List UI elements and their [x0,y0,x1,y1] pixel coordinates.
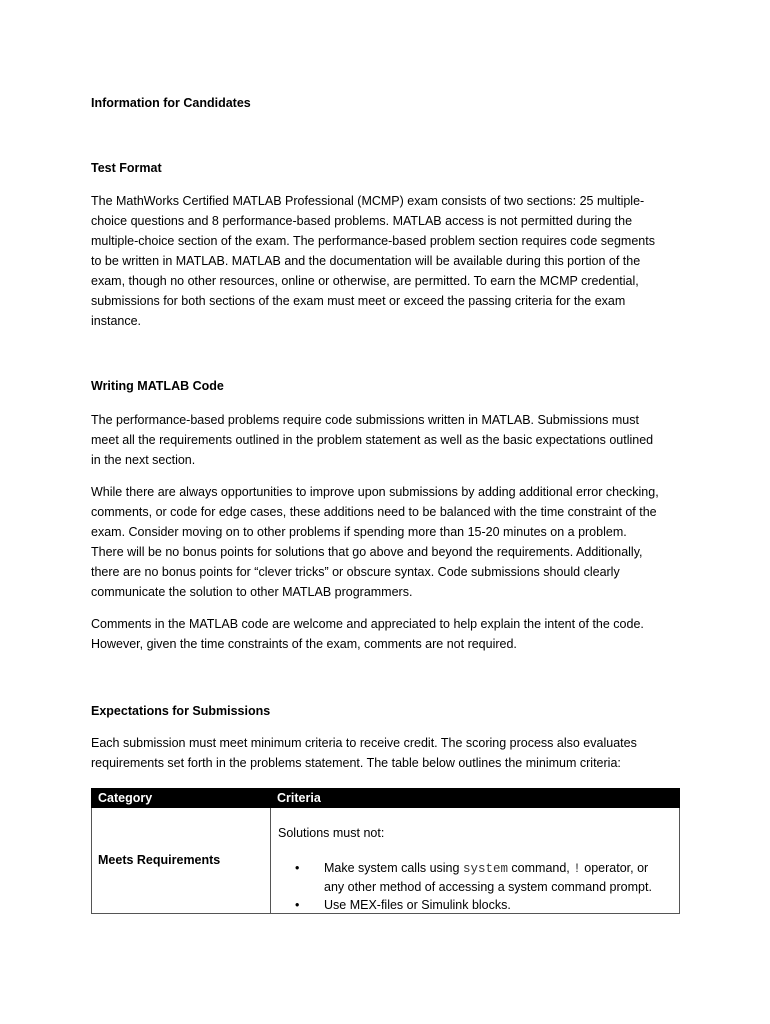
category-label: Meets Requirements [98,853,221,867]
list-item [295,896,652,914]
table-row [92,808,680,914]
category-column-header: Category [92,789,271,808]
bullet-text-line2: any other method of accessing a system command prompt. [324,880,652,894]
criteria-cell [271,808,680,914]
text-line: communicate the solution to other MATLAB programmers. [91,585,413,599]
criteria-column-header: Criteria [271,789,680,808]
text-line: While there are always opportunities to improve upon submissions by adding additional error checking, [91,485,659,499]
text-line: The MathWorks Certified MATLAB Professional (MCMP) exam consists of two sections: 25 multiple- [91,194,645,208]
text-line: The performance-based problems require code submissions written in MATLAB. Submissions must [91,413,639,427]
text-line: to be written in MATLAB. MATLAB and the documentation will be available during this portion of the [91,254,641,268]
text-line: Each submission must meet minimum criteria to receive credit. The scoring process also evaluates [91,736,637,750]
bullet-text-post: operator, or [580,861,649,875]
writing-code-paragraph-3 [91,614,644,654]
expectations-heading: Expectations for Submissions [91,704,271,718]
text-line: exam, though no other resources, online or otherwise, are permitted. To earn the MCMP credential, [91,274,639,288]
expectations-paragraph [91,733,637,773]
text-line: comments, or code for edge cases, these additions need to be balanced with the time constraint of the [91,505,657,519]
bullet-icon: • [295,861,300,875]
operator-code: ! [573,862,581,876]
bullet-text: Use MEX-files or Simulink blocks. [324,898,511,912]
bullet-text-pre: Make system calls using [324,861,463,875]
test-format-heading: Test Format [91,161,162,175]
info-heading: Information for Candidates [91,96,251,110]
text-line: submissions for both sections of the exam must meet or exceed the passing criteria for the exam [91,294,626,308]
writing-code-paragraph-2 [91,482,659,602]
text-line: There will be no bonus points for solutions that go above and beyond the requirements. Additionally, [91,545,643,559]
criteria-list [295,859,652,914]
category-cell [92,808,271,914]
system-code: system [462,862,508,876]
text-line: multiple-choice section of the exam. The performance-based problem section requires code segments [91,234,655,248]
text-line: meet all the requirements outlined in the problem statement as well as the basic expectations outlined [91,433,654,447]
writing-code-paragraph-1 [91,410,653,470]
criteria-table [91,788,680,914]
text-line: choice questions and 8 performance-based problems. MATLAB access is not permitted during the [91,214,633,228]
text-line: instance. [91,314,142,328]
text-line: requirements set forth in the problems statement. The table below outlines the minimum criteria: [91,756,621,770]
text-line: exam. Consider moving on to other problems if spending more than 15-20 minutes on a problem. [91,525,627,539]
text-line: in the next section. [91,453,196,467]
table-header-row [92,789,680,808]
bullet-text-mid: command, [507,861,574,875]
criteria-intro: Solutions must not: [278,826,385,840]
bullet-icon: • [295,898,300,912]
text-line: However, given the time constraints of the exam, comments are not required. [91,637,517,651]
text-line: there are no bonus points for “clever tricks” or obscure syntax. Code submissions should clearly [91,565,620,579]
list-item [295,859,652,896]
test-format-paragraph [91,191,655,331]
writing-code-heading: Writing MATLAB Code [91,379,224,393]
text-line: Comments in the MATLAB code are welcome and appreciated to help explain the intent of the code. [91,617,644,631]
